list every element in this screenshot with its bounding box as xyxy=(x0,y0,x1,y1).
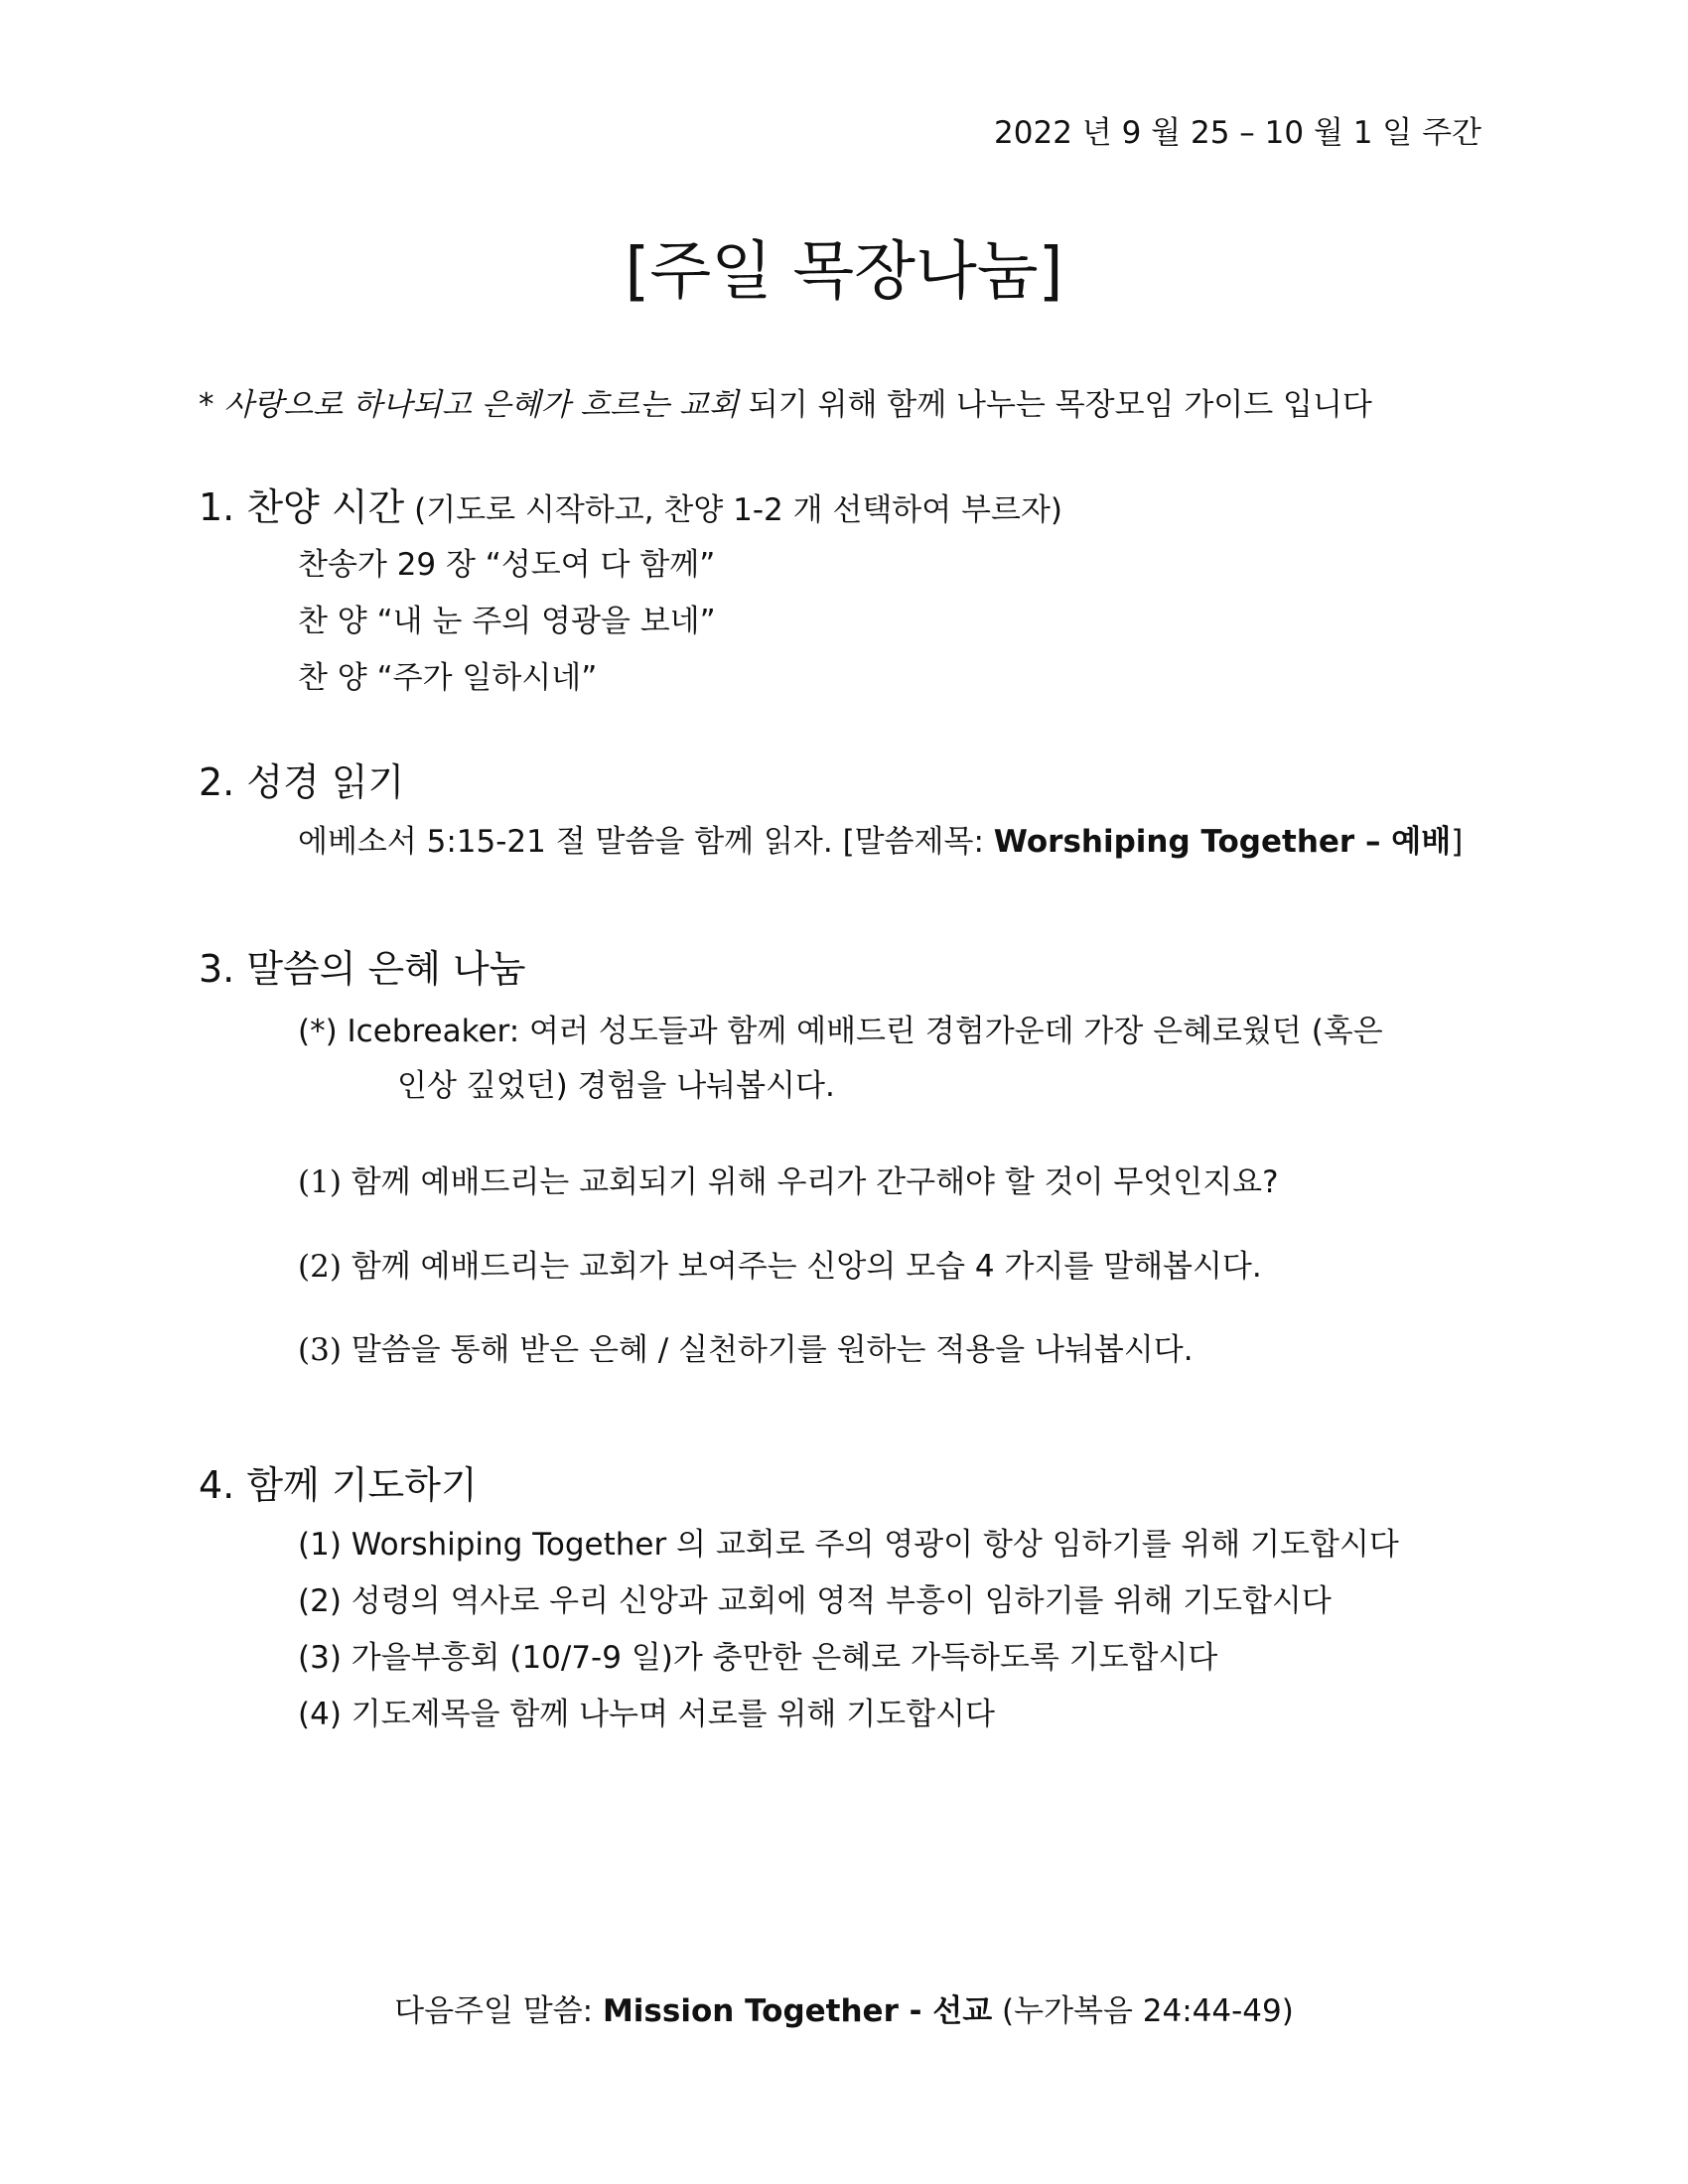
next-sermon-scripture: (누가복음 24:44-49) xyxy=(992,1993,1294,2029)
scripture-reading xyxy=(298,816,1463,861)
intro-italic: 사랑으로 하나되고 은혜가 흐르는 교회 xyxy=(223,387,739,423)
question-text: 말씀을 통해 받은 은혜 / 실천하기를 원하는 적용을 나눠봅시다. xyxy=(341,1332,1194,1368)
prayer-item: (1) Worshiping Together 의 교회로 주의 영광이 항상 임하기를 위해 기도합시다 xyxy=(298,1527,1399,1563)
next-sermon-prefix: 다음주일 말씀: xyxy=(394,1993,603,2029)
section-1-heading xyxy=(199,477,1062,531)
prayer-item: (4) 기도제목을 함께 나누며 서로를 위해 기도합시다 xyxy=(298,1697,995,1732)
reading-text: 에베소서 5:15-21 절 말씀을 함께 읽자. [말씀제목: xyxy=(298,824,994,860)
song-item: 찬송가 29 장 “성도여 다 함께” xyxy=(298,547,716,583)
section-3-heading: 3. 말씀의 은혜 나눔 xyxy=(199,947,526,991)
reading-close: ] xyxy=(1451,824,1464,860)
intro-text xyxy=(199,379,1372,424)
page-title: [주일 목장나눔] xyxy=(625,235,1063,309)
song-item: 찬 양 “주가 일하시네” xyxy=(298,660,598,696)
question-number: (1) xyxy=(298,1164,342,1200)
section-1-title: 1. 찬양 시간 xyxy=(199,485,405,529)
next-sermon-title: Mission Together - 선교 xyxy=(602,1993,993,2029)
question-text: 함께 예배드리는 교회되기 위해 우리가 간구해야 할 것이 무엇인지요? xyxy=(341,1164,1279,1200)
intro-prefix: * xyxy=(199,387,224,423)
question-item xyxy=(298,1241,1262,1286)
next-sermon xyxy=(0,1985,1688,2030)
section-4-heading: 4. 함께 기도하기 xyxy=(199,1463,478,1507)
sermon-title: Worshiping Together – 예배 xyxy=(993,824,1452,860)
song-item: 찬 양 “내 눈 주의 영광을 보네” xyxy=(298,604,716,639)
question-text: 함께 예배드리는 교회가 보여주는 신앙의 모습 4 가지를 말해봅시다. xyxy=(341,1249,1262,1285)
question-number: (2) xyxy=(298,1249,342,1285)
week-date: 2022 년 9 월 25 – 10 월 1 일 주간 xyxy=(994,115,1481,151)
question-item xyxy=(298,1157,1279,1201)
section-1-subtitle: (기도로 시작하고, 찬양 1-2 개 선택하여 부르자) xyxy=(404,492,1062,528)
intro-rest: 되기 위해 함께 나누는 목장모임 가이드 입니다 xyxy=(738,387,1372,423)
question-number: (3) xyxy=(298,1332,342,1368)
icebreaker-line-1: (*) Icebreaker: 여러 성도들과 함께 예배드린 경험가운데 가장 은혜로웠던 (혹은 xyxy=(298,1014,1383,1049)
prayer-item: (3) 가을부흥회 (10/7-9 일)가 충만한 은혜로 가득하도록 기도합시다 xyxy=(298,1640,1218,1676)
icebreaker-line-2: 인상 깊었던) 경험을 나눠봅시다. xyxy=(397,1068,835,1104)
question-item xyxy=(298,1324,1194,1369)
prayer-item: (2) 성령의 역사로 우리 신앙과 교회에 영적 부흥이 임하기를 위해 기도합시다 xyxy=(298,1583,1332,1619)
section-2-heading: 2. 성경 읽기 xyxy=(199,760,405,804)
